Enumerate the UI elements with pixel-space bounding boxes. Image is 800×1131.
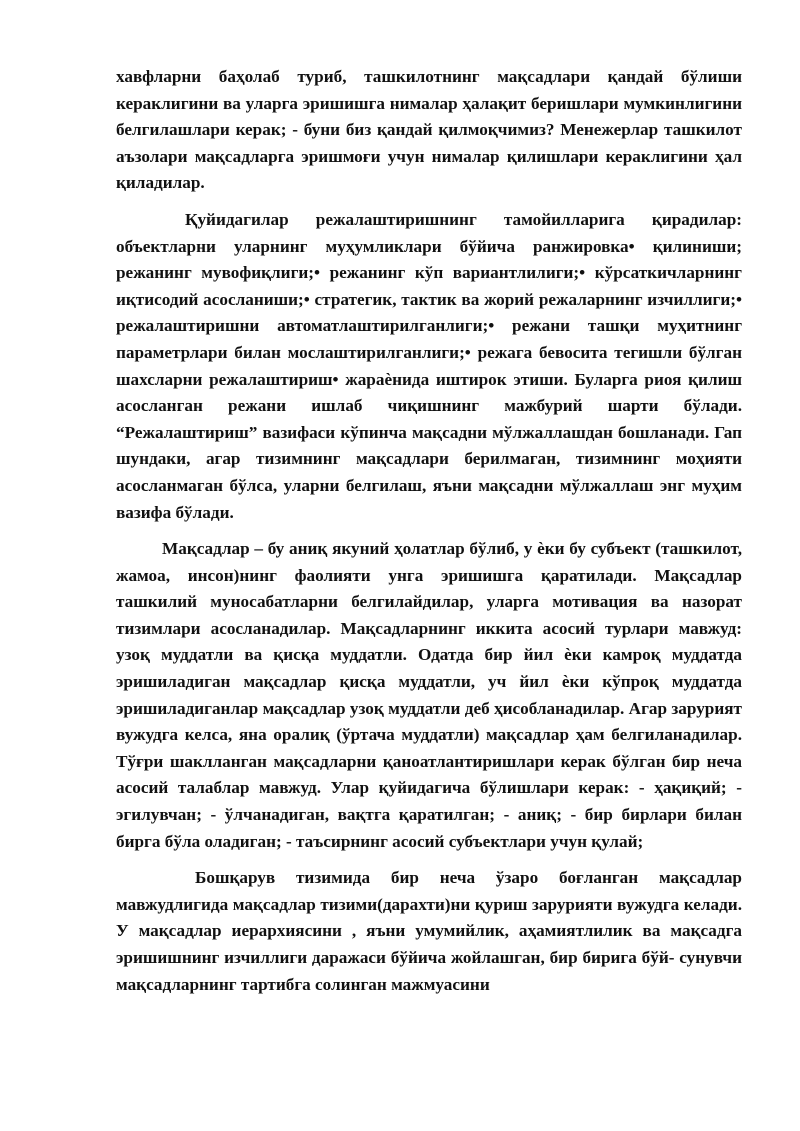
- paragraph-1: хавфларни баҳолаб туриб, ташкилотнинг мақсадлари қандай бўлиши кераклигини ва уларга эришишга нималар ҳалақит беришлари мумкинлигини белгилашлари керак; - буни биз қандай қилмоқчимиз? Менежерлар ташкилот аъзолари мақсадларга эришмоғи учун нималар қилишлари кераклигини ҳал қиладилар.: [116, 67, 742, 193]
- document-page: [116, 64, 742, 998]
- paragraph-2: Қуйидагилар режалаштиришнинг тамойилларига қирадилар: объектларни уларнинг муҳумликлари бўйича ранжировка• қилиниши; режанинг мувофиқлиги;• режанинг кўп вариантлилиги;• кўрсаткичларнинг иқтисодий асосланиши;• стратегик, тактик ва жорий режаларнинг изчиллиги;• режалаштиришни автоматлаштирилганлиги;• режани ташқи муҳитнинг параметрлари билан мослаштирилганлиги;• режага бевосита тегишли бўлган шахсларни режалаштириш• жараѐнида иштирок этиши. Буларга риоя қилиш асосланган режани ишлаб чиқишнинг мажбурий шарти бўлади. “Режалаштириш” вазифаси кўпинча мақсадни мўлжаллашдан бошланади. Гап шундаки, агар тизимнинг мақсадлари берилмаган, тизимнинг моҳияти асосланмаган бўлса, уларни белгилаш, яъни мақсадни мўлжаллаш энг муҳим вазифа бўлади.: [116, 209, 742, 522]
- paragraph-4: Бошқарув тизимида бир неча ўзаро боғланган мақсадлар мавжудлигида мақсадлар тизими(дарахти)ни қуриш зарурияти вужудга келади. У мақсадлар иерархиясини , яъни умумийлик, аҳамиятлилик ва мақсадга эришишнинг изчиллиги даражаси бўйича жойлашган, бир бирига бўй- сунувчи мақсадларнинг тартибга солинган мажмуасини: [116, 868, 742, 994]
- paragraph-3: Мақсадлар – бу аниқ якуний ҳолатлар бўлиб, у ѐки бу субъект (ташкилот, жамоа, инсон)нинг фаолияти унга эришишга қаратилади. Мақсадлар ташкилий муносабатларни белгилайдилар, уларга мотивация ва назорат тизимлари асосланадилар. Мақсадларнинг иккита асосий турлари мавжуд: узоқ муддатли ва қисқа муддатли. Одатда бир йил ѐки камроқ муддатда эришиладиган мақсадлар қисқа муддатли, уч йил ѐки кўпроқ муддатда эришиладиганлар мақсадлар узоқ муддатли деб ҳисобланадилар. Агар зарурият вужудга келса, яна оралиқ (ўртача муддатли) мақсадлар ҳам белгиланадилар. Тўғри шаклланган мақсадларни қаноатлантиришлари керак бўлган бир неча асосий талаблар мавжуд. Улар қуйидагича бўлишлари керак: - ҳақиқий; - эгилувчан; - ўлчанадиган, вақтга қаратилган; - аниқ; - бир бирлари билан бирга бўла оладиган; - таъсирнинг асосий субъектлари учун қулай;: [116, 539, 742, 851]
